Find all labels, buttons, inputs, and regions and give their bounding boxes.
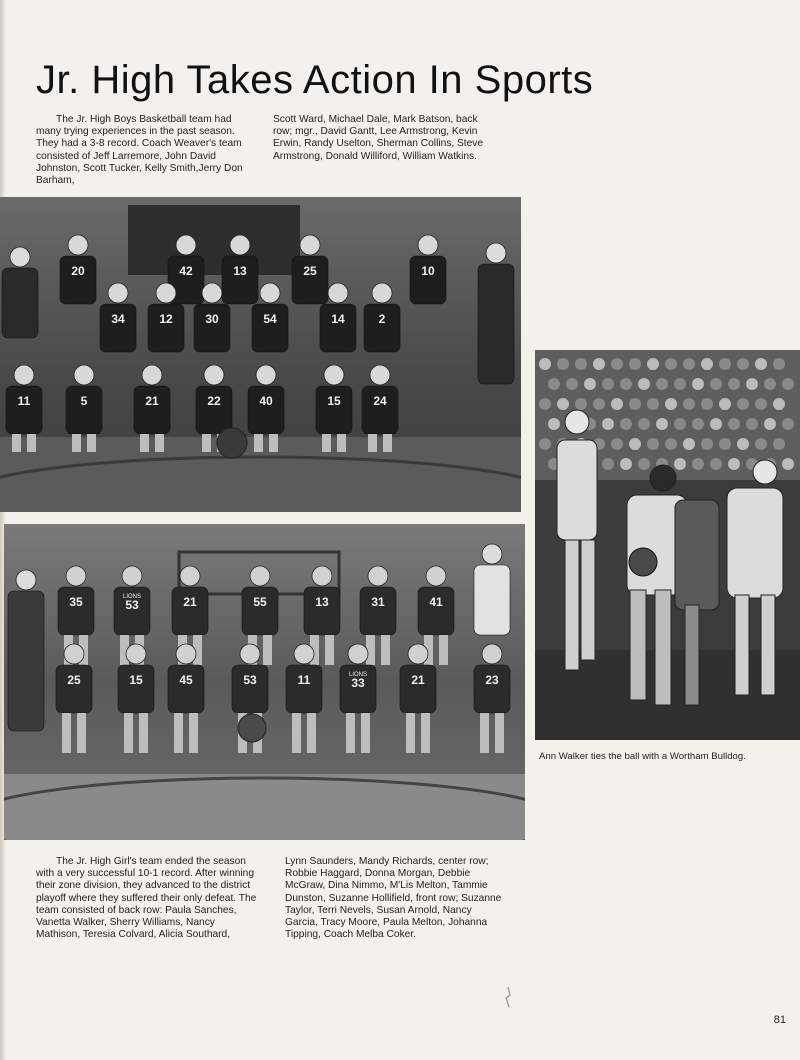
girls-paragraph-1: The Jr. High Girl's team ended the season with a very successful 10-1 record. After winning their zone division, they advanced to the district playoff where they suffered their only defeat. The team consisted of back row: Paula Sanches, Vanetta Walker, Sherry Williams, Nancy Mathison, Teresia Colvard, Alicia Southard, xyxy=(36,856,257,941)
jersey-number: 40 xyxy=(259,394,273,408)
jersey-number: 11 xyxy=(297,673,311,687)
jersey-lettering: LIONS xyxy=(122,594,142,600)
jersey-number: 14 xyxy=(331,312,345,326)
jersey-number: 5 xyxy=(80,394,88,408)
jersey-number: 31 xyxy=(371,595,385,609)
boys-team-photo xyxy=(4,524,525,840)
jersey-number: 21 xyxy=(145,394,159,408)
jersey-number: 45 xyxy=(179,673,193,687)
jersey-number: 41 xyxy=(429,595,443,609)
jersey-number: 53 xyxy=(125,598,139,612)
jersey-number: 21 xyxy=(183,595,197,609)
jersey-number: 42 xyxy=(179,264,193,278)
jersey-number: 12 xyxy=(159,312,173,326)
jersey-number: 53 xyxy=(243,673,257,687)
page-number: 81 xyxy=(773,1014,786,1026)
jersey-number: 15 xyxy=(129,673,143,687)
paper-speck xyxy=(500,986,516,1008)
jersey-number: 23 xyxy=(485,673,499,687)
jersey-number: 21 xyxy=(411,673,425,687)
jersey-number: 13 xyxy=(233,264,247,278)
jersey-number: 13 xyxy=(315,595,329,609)
jersey-number: 22 xyxy=(207,394,221,408)
girls-text-col1 xyxy=(36,856,258,941)
boys-paragraph-2: Scott Ward, Michael Dale, Mark Batson, back row; mgr., David Gantt, Lee Armstrong, Kevin Erwin, Randy Uselton, Sherman Collins, Steve Armstrong, Donald Williford, William Watkins. xyxy=(273,114,484,162)
boys-text-col2 xyxy=(273,114,493,163)
jersey-number: 33 xyxy=(351,676,365,690)
jersey-number: 54 xyxy=(263,312,277,326)
jersey-number: 15 xyxy=(327,394,341,408)
boys-paragraph-1: The Jr. High Boys Basketball team had many trying experiences in the past season. They had a 3-8 record. Coach Weaver's team consisted of Jeff Larremore, John David Johnston, Scott Tucker, Kelly Smith,Jerry Don Barham, xyxy=(36,114,243,187)
player-figure xyxy=(478,243,514,384)
player-figure xyxy=(8,570,44,731)
jersey-number: 55 xyxy=(253,595,267,609)
jersey-number: 2 xyxy=(378,312,386,326)
jersey-number: 30 xyxy=(205,312,219,326)
jersey-lettering: LIONS xyxy=(348,672,368,678)
page-title: Jr. High Takes Action In Sports xyxy=(36,58,594,102)
jersey-number: 35 xyxy=(69,595,83,609)
jersey-number: 11 xyxy=(17,394,31,408)
jersey-number: 10 xyxy=(421,264,435,278)
girls-paragraph-2: Lynn Saunders, Mandy Richards, center row; Robbie Haggard, Donna Morgan, Debbie McGraw, Dina Nimmo, M'Lis Melton, Tammie Dunston, Suzanne Hollifield, front row; Suzanne Taylor, Terri Nevels, Susan Arnold, Nancy Garcia, Tracy Moore, Paula Melton, Johanna Tipping, Coach Melba Coker. xyxy=(285,856,502,941)
jersey-number: 24 xyxy=(373,394,387,408)
jersey-number: 25 xyxy=(67,673,81,687)
girls-team-photo xyxy=(0,197,521,512)
jersey-number: 20 xyxy=(71,264,85,278)
jersey-number: 34 xyxy=(111,312,125,326)
action-photo-caption: Ann Walker ties the ball with a Wortham Bulldog. xyxy=(539,751,746,762)
girls-text-col2 xyxy=(285,856,507,941)
game-action-photo xyxy=(535,350,800,740)
jersey-number: 25 xyxy=(303,264,317,278)
boys-text-col1 xyxy=(36,114,248,187)
